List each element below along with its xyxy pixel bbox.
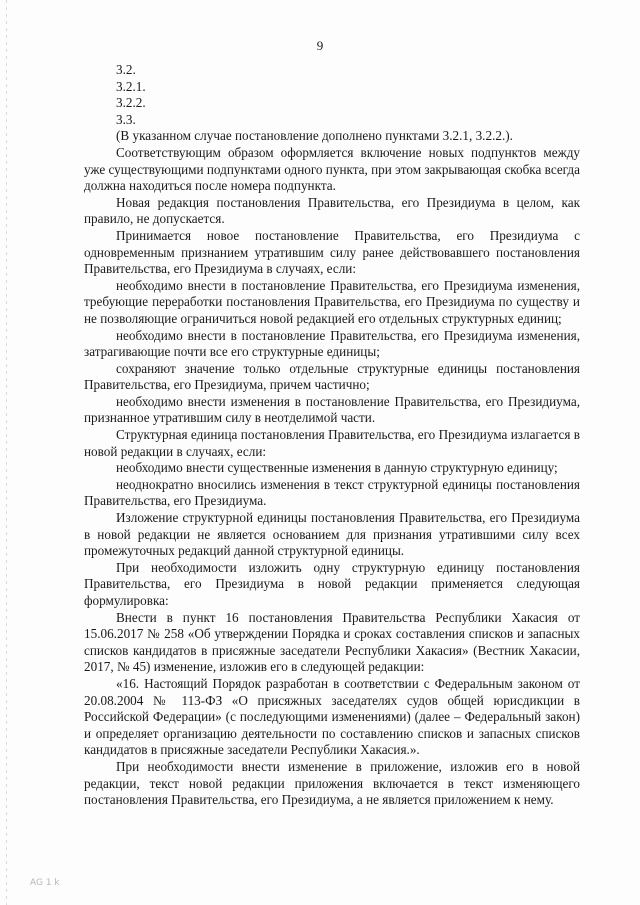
page-number: 9 (316, 38, 324, 53)
numbering-example: 3.2.2. (116, 95, 146, 111)
paragraph: При необходимости изложить одну структурную единицу постановления Правительства, его Президиума в новой редакции применяется следующая формулировка: (84, 559, 580, 608)
list-item: необходимо внести изменения в постановление Правительства, его Президиума, признанное утратившим силу в неотделимой части. (84, 393, 580, 426)
scan-footer-mark: AG 1 k (30, 878, 60, 888)
example-text: Внести в пункт 16 постановления Правительства Республики Хакасия от 15.06.2017 № 258 «Об утверждении Порядка и сроках составления списков и запасных списков кандидатов в присяжные заседатели Республики Хакасия» (Вестник Хакасии, 2017, № 45) изменение, изложив его в следующей редакции: (84, 609, 580, 675)
list-item: сохраняют значение только отдельные структурные единицы постановления Правительства, его Президиума, причем частично; (84, 360, 580, 393)
paragraph: Изложение структурной единицы постановления Правительства, его Президиума в новой редакции не является основанием для признания утратившими силу всех промежуточных редакций данной структурной единицы. (84, 510, 580, 559)
list-item: неоднократно вносились изменения в текст структурной единицы постановления Правительства, его Президиума. (84, 476, 580, 509)
example-quote: «16. Настоящий Порядок разработан в соответствии с Федеральным законом от 20.08.2004 № 113-ФЗ «О присяжных заседателях судов общей юрисдикции в Российской Федерации» (с последующими изменениями) (далее – Федеральный закон) и определяет организацию деятельности по составлению списков и запасных списков кандидатов в присяжные заседатели Республики Хакасия.». (84, 675, 580, 758)
paragraph: Соответствующим образом оформляется включение новых подпунктов между уже существующими подпунктами одного пункта, при этом закрывающая скобка всегда должна находиться после номера подпункта. (84, 144, 580, 194)
list-item: необходимо внести существенные изменения в данную структурную единицу; (116, 460, 558, 476)
scan-edge-line (6, 0, 7, 905)
list-item: необходимо внести в постановление Правительства, его Президиума изменения, требующие переработки постановления Правительства, его Президиума по существу и не позволяющие ограничиться новой редакцией его отдельных структурных единиц; (84, 277, 580, 326)
paragraph: Новая редакция постановления Правительства, его Президиума в целом, как правило, не допускается. (84, 194, 580, 227)
paragraph: (В указанном случае постановление дополнено пунктами 3.2.1, 3.2.2.). (116, 128, 513, 144)
numbering-example: 3.3. (116, 111, 136, 127)
document-body (84, 62, 580, 809)
list-item: необходимо внести в постановление Правительства, его Президиума изменения, затрагивающие почти все его структурные единицы; (84, 327, 580, 360)
paragraph: При необходимости внести изменение в приложение, изложив его в новой редакции, текст новой редакции приложения включается в текст изменяющего постановления Правительства, его Президиума, а не является приложением к нему. (84, 758, 580, 808)
paragraph: Структурная единица постановления Правительства, его Президиума излагается в новой редакции в случаях, если: (84, 427, 580, 459)
paragraph: Принимается новое постановление Правительства, его Президиума с одновременным признанием утратившим силу ранее действовавшего постановления Правительства, его Президиума в случаях, если: (84, 227, 580, 277)
numbering-example: 3.2.1. (116, 78, 146, 94)
numbering-example: 3.2. (116, 62, 136, 77)
